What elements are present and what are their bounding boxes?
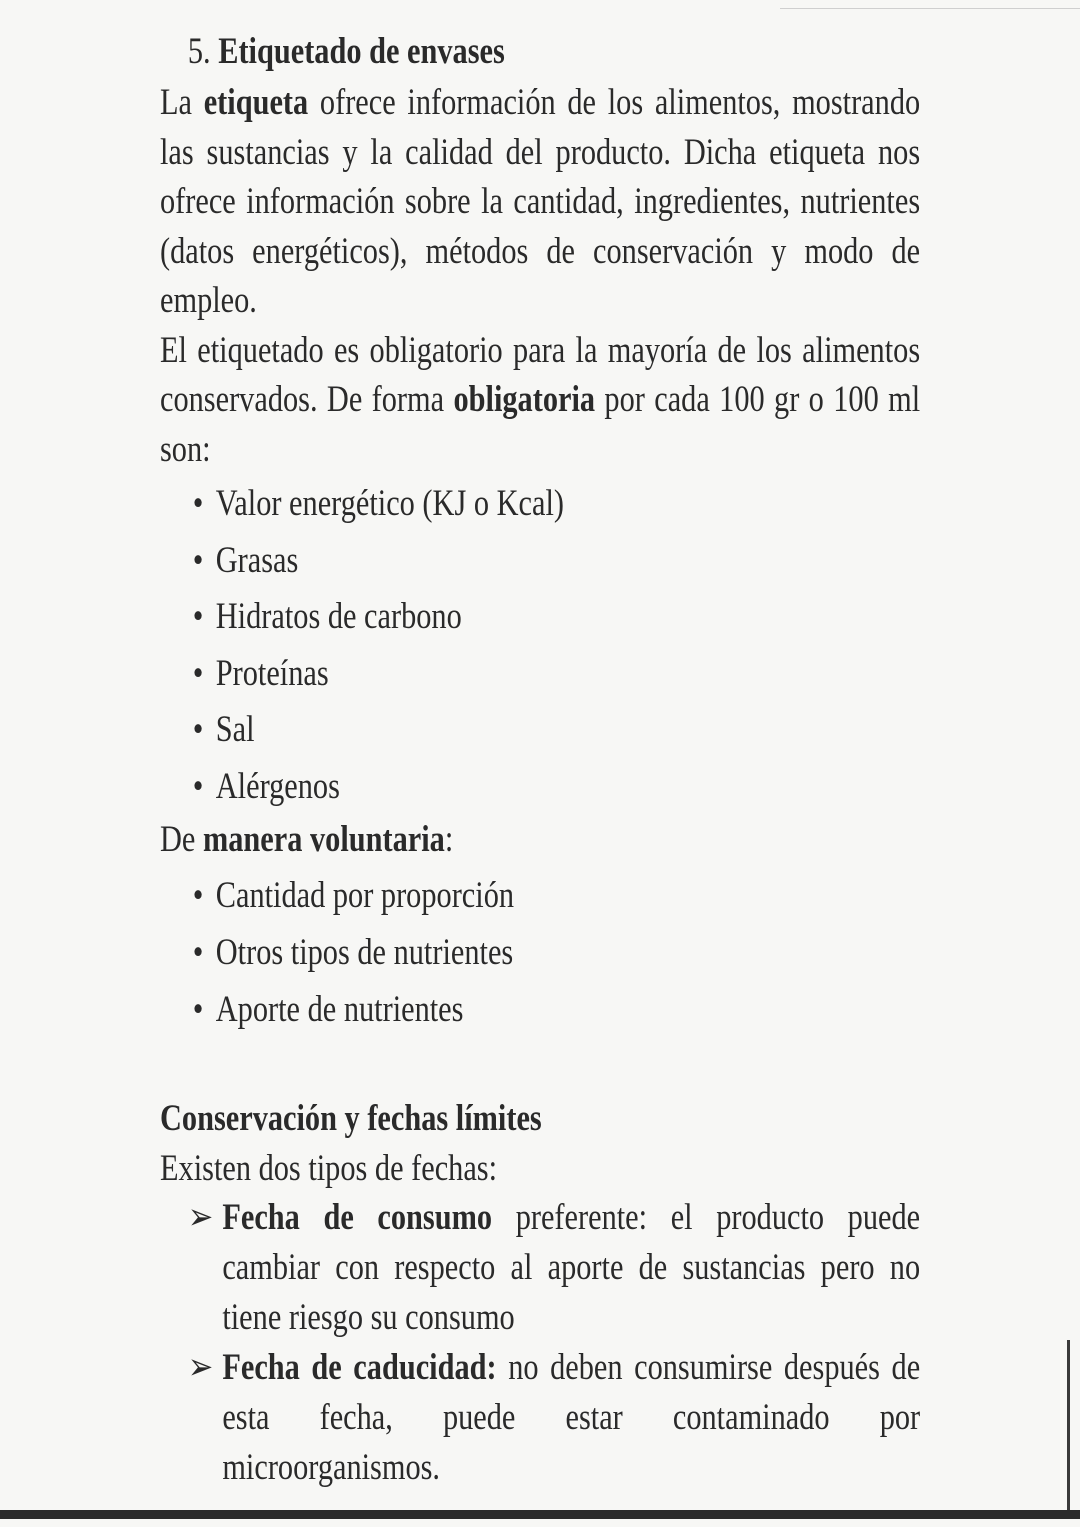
list-item: • Grasas — [193, 533, 920, 590]
date-type-name: Fecha de caducidad: — [222, 1347, 497, 1388]
list-item — [187, 1343, 921, 1493]
section-number: 5. — [187, 31, 211, 72]
mandatory-list — [160, 476, 920, 815]
paragraph2-rest: por cada 100 gr o 100 ml son: — [160, 379, 921, 470]
voluntary-bold: manera voluntaria — [202, 819, 445, 860]
list-item: • Sal — [193, 702, 920, 759]
date-type-text: no deben consumirse después de esta fecha, puede estar contaminado por microorganismos. — [222, 1347, 921, 1488]
arrow-bullet-icon: ➢ — [187, 1197, 214, 1238]
voluntary-list — [160, 867, 920, 1038]
conservation-title: Conservación y fechas límites — [160, 1097, 542, 1139]
list-item: • Aporte de nutrientes — [193, 981, 920, 1038]
scan-edge-bottom — [0, 1510, 1080, 1519]
scan-top-rule — [780, 8, 1080, 9]
list-item: • Hidratos de carbono — [193, 589, 920, 646]
paragraph2-bold: obligatoria — [453, 379, 596, 420]
voluntary-lead: De — [160, 819, 196, 860]
voluntary-colon: : — [444, 819, 454, 860]
list-item: • Otros tipos de nutrientes — [193, 924, 920, 981]
list-item: • Valor energético (KJ o Kcal) — [193, 476, 920, 533]
date-types-list — [160, 1193, 920, 1493]
date-type-name: Fecha de consumo — [222, 1197, 493, 1238]
date-type-text: preferente: el producto puede cambiar con respecto al aporte de sustancias pero no tiene riesgo su consumo — [222, 1197, 921, 1338]
paragraph1-bold: etiqueta — [203, 82, 309, 123]
arrow-bullet-icon: ➢ — [187, 1347, 214, 1388]
list-item — [187, 1193, 921, 1343]
section-spacer — [160, 1038, 920, 1093]
paragraph2-lead: El etiquetado es obligatorio para la mayoría de los alimentos conservados. De forma — [160, 329, 921, 420]
voluntary-intro — [160, 815, 920, 865]
document-body — [160, 26, 920, 1493]
paragraph1-lead: La — [160, 82, 193, 123]
section-title: Etiquetado de envases — [218, 31, 505, 72]
section-heading — [188, 26, 920, 78]
scan-edge-right — [1067, 1340, 1070, 1510]
label-description-paragraph — [160, 78, 920, 326]
list-item: • Alérgenos — [193, 759, 920, 816]
list-item: • Proteínas — [193, 646, 920, 703]
list-item: • Cantidad por proporción — [193, 867, 920, 924]
paragraph1-rest: ofrece información de los alimentos, mostrando las sustancias y la calidad del producto. Dicha etiqueta nos ofrece información sobre la cantidad, ingredientes, nutrientes (datos energéticos), métodos de conservación y modo de empleo. — [160, 82, 921, 321]
conservation-intro: Existen dos tipos de fechas: — [160, 1147, 498, 1189]
mandatory-intro-paragraph — [160, 326, 920, 475]
